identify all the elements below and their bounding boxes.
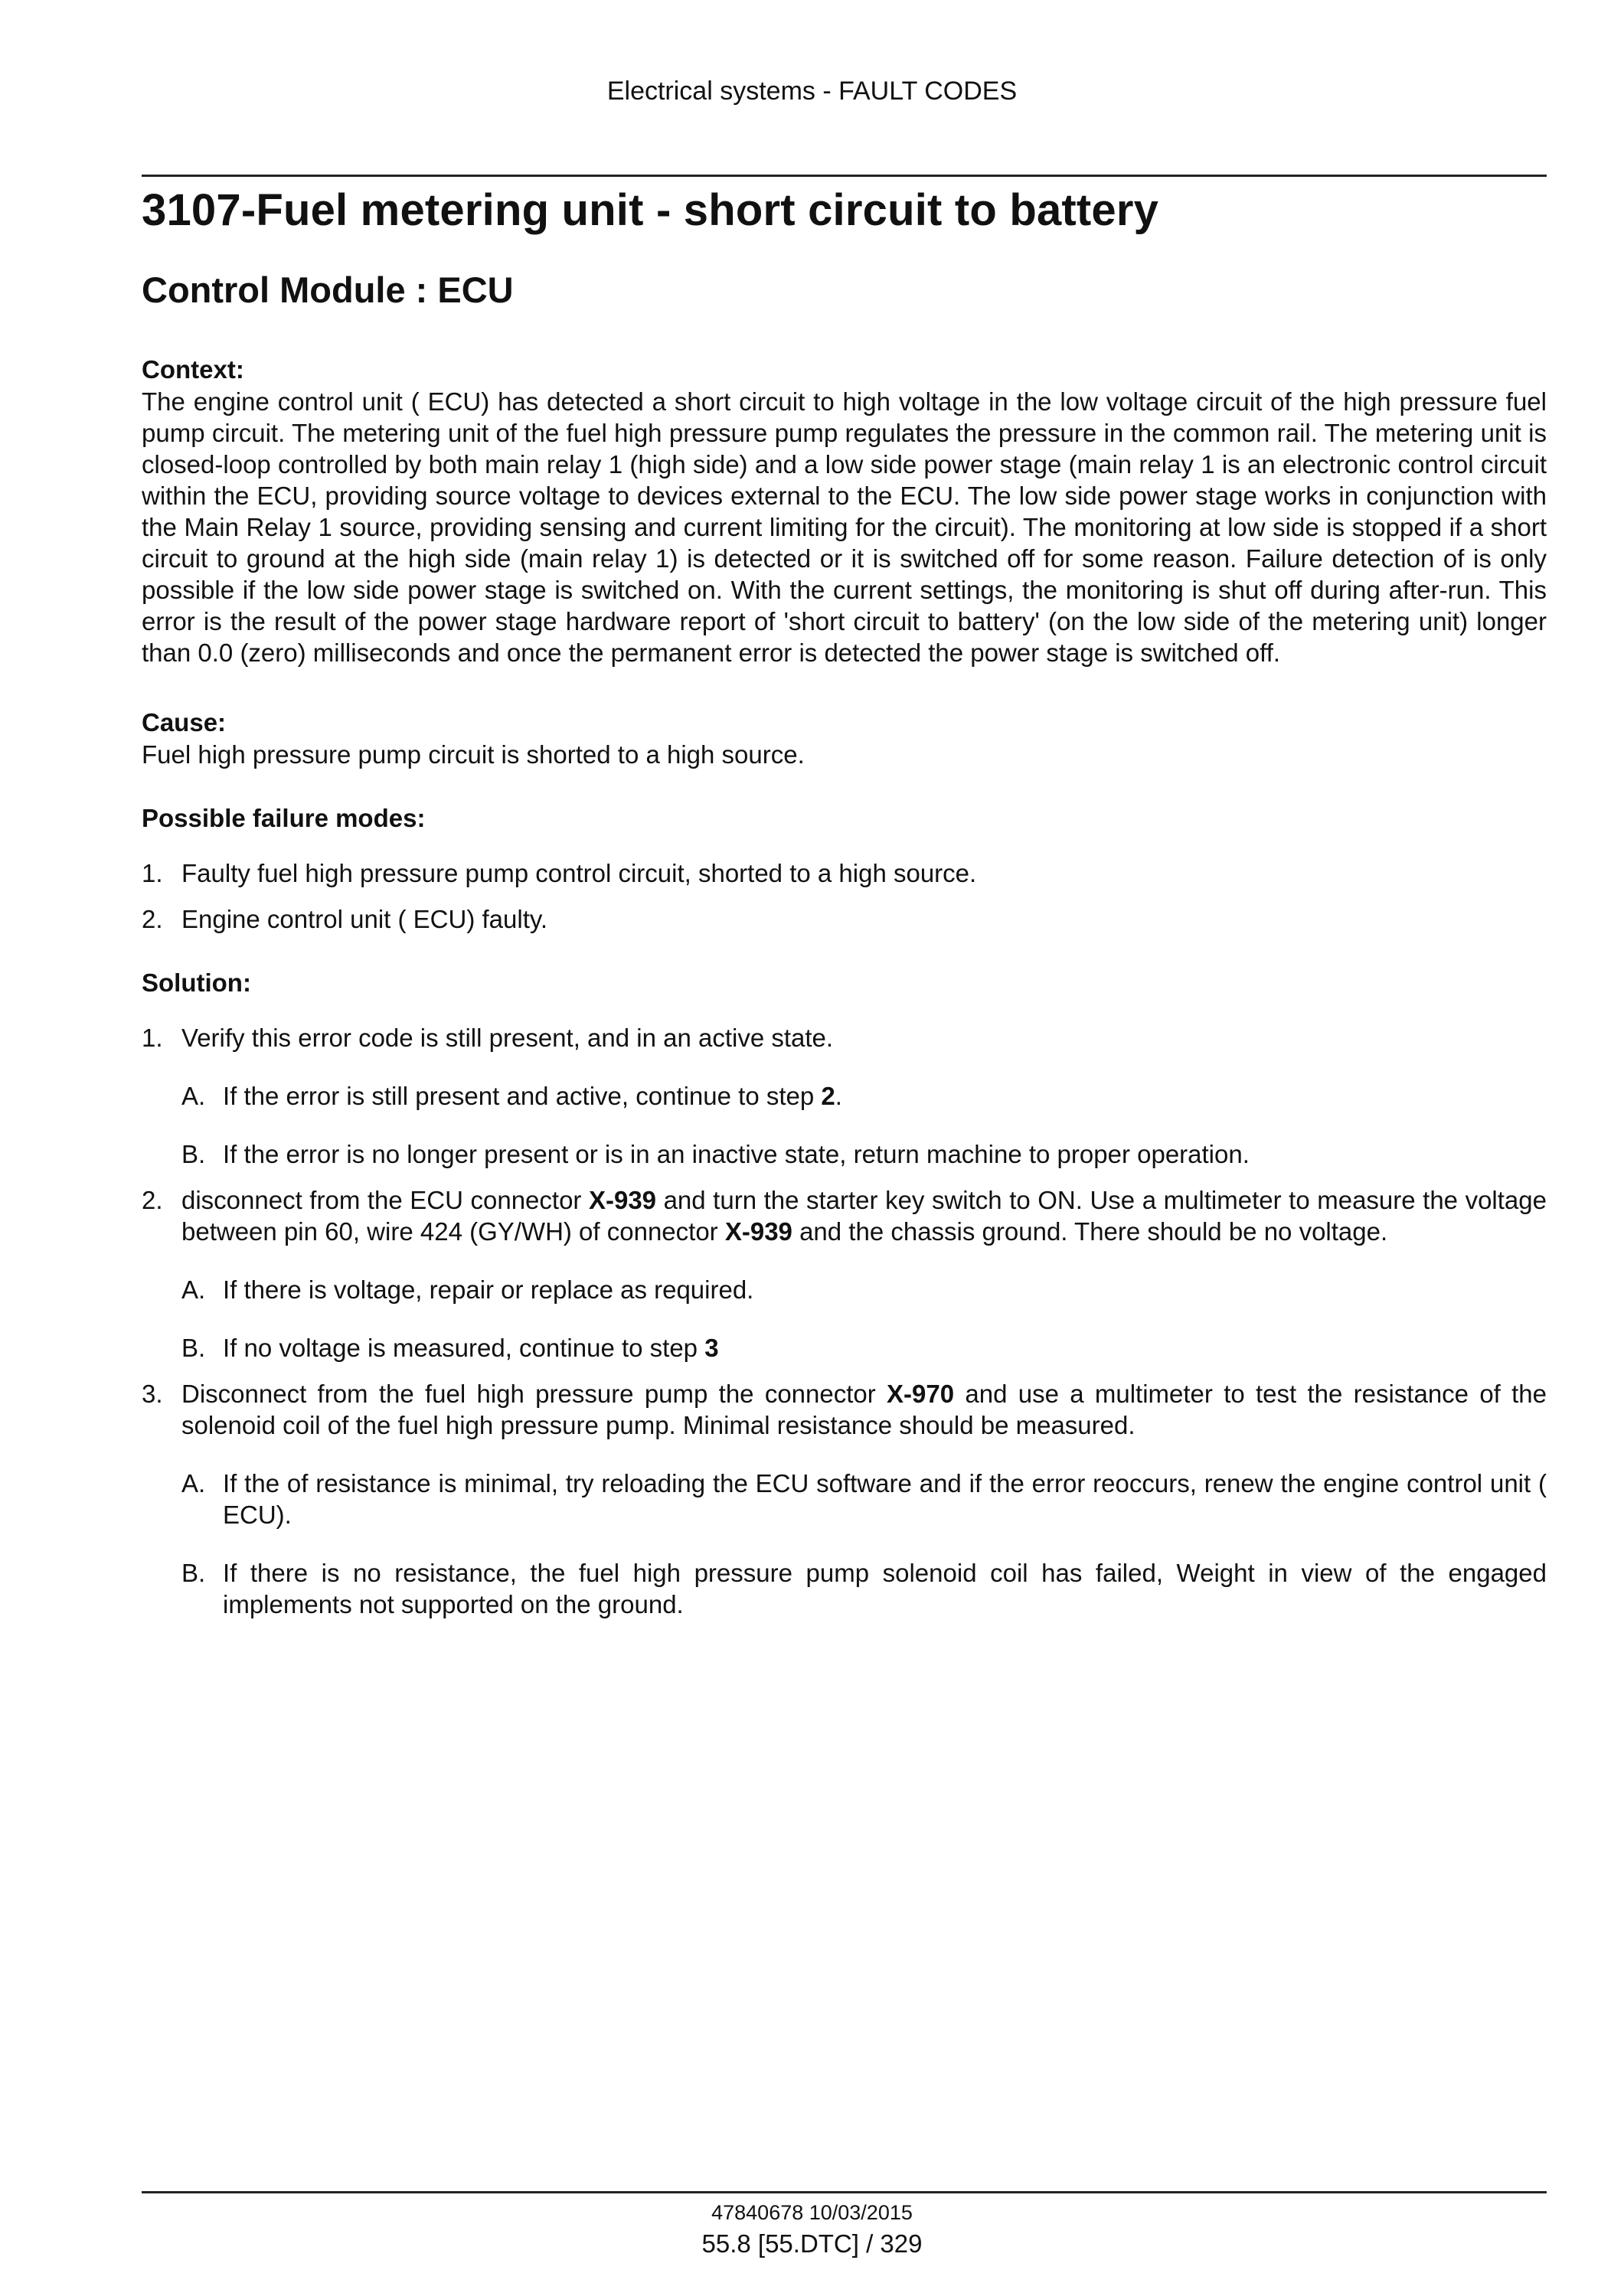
document-code: 47840678 10/03/2015 xyxy=(711,2201,913,2224)
sub-step-marker: B. xyxy=(181,1140,206,1168)
list-marker: 1. xyxy=(142,859,163,887)
step-text-end: and the chassis ground. There should be no voltage. xyxy=(792,1217,1388,1246)
fault-title: 3107-Fuel metering unit - short circuit to battery xyxy=(142,185,1159,235)
sub-step xyxy=(181,1468,1547,1530)
context-text: The engine control unit ( ECU) has detected a short circuit to high voltage in the low voltage circuit of the high pressure fuel pump circuit. The metering unit of the fuel high pressure pump regulates the pressure in the common rail. The metering unit is closed-loop controlled by both main relay 1 (high side) and a low side power stage (main relay 1 is an electronic control circuit within the ECU, providing source voltage to devices external to the ECU. The low side power stage works in conjunction with the Main Relay 1 source, providing sensing and current limiting for the circuit). The monitoring at low side is stopped if a short circuit to ground at the high side (main relay 1) is detected or it is switched off for some reason. Failure detection of is only possible if the low side power stage is switched on. With the current settings, the monitoring is shut off during after-run. This error is the result of the power stage hardware report of 'short circuit to battery' (on the low side of the metering unit) longer than 0.0 (zero) milliseconds and once the permanent error is detected the power stage is switched off. xyxy=(142,387,1547,667)
step-text: Verify this error code is still present, and in an active state. xyxy=(181,1024,834,1052)
sub-step-text: If no voltage is measured, continue to step xyxy=(223,1334,705,1362)
cause-section xyxy=(142,707,1547,770)
step-marker: 3. xyxy=(142,1380,163,1408)
sub-step xyxy=(181,1138,1547,1170)
sub-step-text: If the error is no longer present or is in an inactive state, return machine to proper operation. xyxy=(223,1140,1250,1168)
header-rule xyxy=(142,175,1547,177)
connector-id: X-939 xyxy=(588,1186,657,1214)
list-marker: 2. xyxy=(142,905,163,933)
sub-step-text-end: . xyxy=(835,1082,842,1110)
page-content xyxy=(142,178,1547,1635)
sub-step-marker: A. xyxy=(181,1469,206,1497)
solution-section xyxy=(142,967,1547,1620)
sub-step xyxy=(181,1274,1547,1305)
sub-step-list xyxy=(181,1080,1547,1170)
step-reference: 2 xyxy=(821,1082,835,1110)
step-marker: 2. xyxy=(142,1186,163,1214)
sub-step-marker: B. xyxy=(181,1334,206,1362)
list-item xyxy=(142,903,1547,935)
context-section xyxy=(142,354,1547,668)
list-item xyxy=(142,857,1547,889)
list-item-text: Engine control unit ( ECU) faulty. xyxy=(181,905,548,933)
sub-step xyxy=(181,1080,1547,1112)
sub-step-text: If the error is still present and active, continue to step xyxy=(223,1082,822,1110)
solution-step xyxy=(142,1022,1547,1170)
step-text: disconnect from the ECU connector xyxy=(181,1186,589,1214)
step-reference: 3 xyxy=(704,1334,719,1362)
step-text: Disconnect from the fuel high pressure pump the connector xyxy=(181,1380,887,1408)
step-marker: 1. xyxy=(142,1024,163,1052)
sub-step-list xyxy=(181,1468,1547,1620)
cause-heading: Cause: xyxy=(142,708,227,736)
solution-heading: Solution: xyxy=(142,968,251,997)
connector-id: X-970 xyxy=(887,1380,955,1408)
page-reference: 55.8 [55.DTC] / 329 xyxy=(701,2229,923,2258)
running-header: Electrical systems - FAULT CODES xyxy=(606,77,1018,106)
sub-step-text: If there is no resistance, the fuel high pressure pump solenoid coil has failed, Weight in view of the engaged implements not supported on the ground. xyxy=(223,1559,1547,1618)
footer-rule xyxy=(142,2191,1547,2193)
list-item-text: Faulty fuel high pressure pump control circuit, shorted to a high source. xyxy=(181,859,977,887)
solution-step xyxy=(142,1378,1547,1620)
control-module-heading: Control Module : ECU xyxy=(142,269,514,310)
sub-step xyxy=(181,1557,1547,1620)
solution-steps xyxy=(142,1022,1547,1620)
sub-step-marker: A. xyxy=(181,1275,206,1304)
failure-modes-heading: Possible failure modes: xyxy=(142,804,426,832)
sub-step-marker: B. xyxy=(181,1559,206,1587)
cause-text: Fuel high pressure pump circuit is shorted to a high source. xyxy=(142,740,805,769)
step-text-end: and use a multimeter to test the resistance of the solenoid coil of the fuel high pressure pump. Minimal resistance should be measured. xyxy=(181,1380,1547,1439)
sub-step-text: If there is voltage, repair or replace as required. xyxy=(223,1275,754,1304)
context-heading: Context: xyxy=(142,355,244,384)
sub-step-text: If the of resistance is minimal, try reloading the ECU software and if the error reoccurs, renew the engine control unit ( ECU). xyxy=(223,1469,1547,1529)
sub-step-list xyxy=(181,1274,1547,1364)
failure-modes-list xyxy=(142,857,1547,935)
step-text-mid: and turn the starter key switch to ON. Use a multimeter to measure the voltage between pin 60, wire 424 (GY/WH) of connector xyxy=(181,1186,1547,1246)
solution-step xyxy=(142,1184,1547,1364)
failure-modes-section xyxy=(142,802,1547,935)
sub-step-marker: A. xyxy=(181,1082,206,1110)
sub-step xyxy=(181,1332,1547,1364)
connector-id: X-939 xyxy=(724,1217,792,1246)
